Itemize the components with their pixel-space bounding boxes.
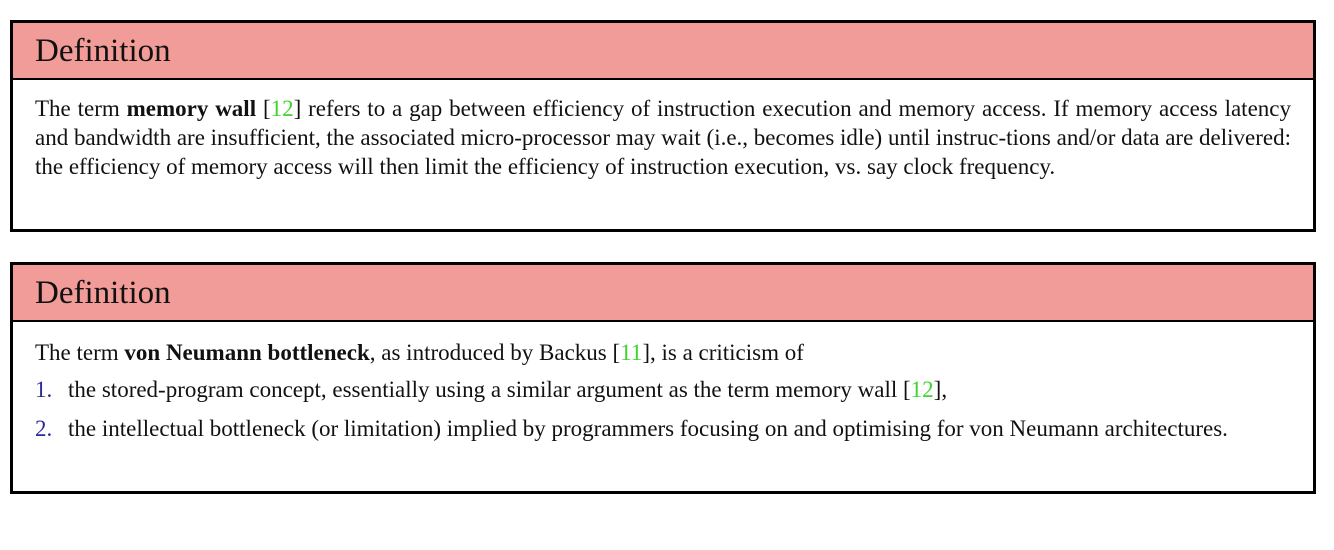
- body-text: ],: [933, 377, 948, 402]
- list-number: 1.: [35, 377, 53, 402]
- definition-heading: Definition: [13, 23, 1313, 80]
- defined-term: memory wall: [126, 96, 257, 121]
- defined-term: von Neumann bottleneck: [124, 340, 370, 365]
- body-text: ] refers to a gap between efficiency of instruction execution and memory access. If memory access latency and bandwidth are insufficient, the associated micro-processor may wait (i.e., becomes idle) until instruc-tions and/or data are delivered: the efficiency of memory access will then limit the efficiency of instruction execution, vs. say clock frequency.: [35, 96, 1291, 179]
- body-text: the stored-program concept, essentially using a similar argument as the term memory wall [: [68, 377, 911, 402]
- list-item: [35, 375, 1291, 404]
- citation-link[interactable]: 11: [620, 340, 643, 365]
- body-text: The term: [35, 340, 125, 365]
- list-item-text: the intellectual bottleneck (or limitation) implied by programmers focusing on and optimising for von Neumann architectures.: [68, 416, 1228, 441]
- definition-body: [13, 80, 1313, 181]
- definition-box-memory-wall: [10, 20, 1316, 232]
- definition-intro: [35, 338, 1291, 367]
- definition-heading: Definition: [13, 265, 1313, 322]
- body-text: , as introduced by Backus [: [369, 340, 621, 365]
- definition-body: [13, 322, 1313, 443]
- citation-link[interactable]: 12: [910, 377, 934, 402]
- definition-box-von-neumann: [10, 262, 1316, 494]
- body-text: [: [256, 96, 271, 121]
- body-text: ], is a criticism of: [642, 340, 804, 365]
- list-item: [35, 414, 1291, 443]
- list-number: 2.: [35, 416, 53, 441]
- criticism-list: [35, 375, 1291, 443]
- citation-link[interactable]: 12: [270, 96, 294, 121]
- body-text: The term: [35, 96, 127, 121]
- list-item-text: [68, 375, 1291, 404]
